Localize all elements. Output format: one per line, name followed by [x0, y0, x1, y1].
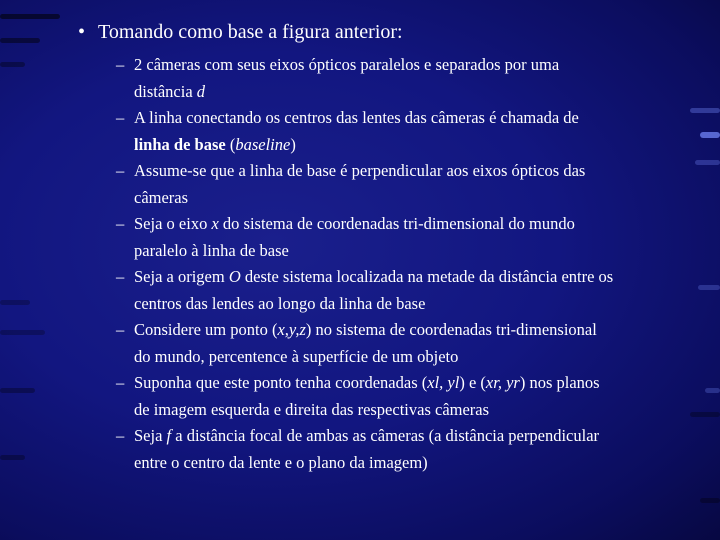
item-line: Seja f a distância focal de ambas as câmeras (a distância perpendicular: [134, 426, 600, 445]
term-italic: baseline: [235, 134, 291, 154]
variable: x,y,z: [277, 320, 306, 339]
item-line: câmeras: [134, 187, 189, 207]
dash-icon: –: [116, 373, 125, 392]
item-line: paralelo à linha de base: [134, 240, 289, 260]
item-line: entre o centro da lente e o plano da imagem): [134, 452, 428, 472]
variable: xr, yr: [485, 373, 520, 392]
bullet-icon: •: [78, 21, 86, 43]
variable: x: [211, 214, 219, 233]
dash-icon: –: [116, 214, 125, 233]
dash-icon: –: [116, 55, 125, 74]
dash-icon: –: [116, 267, 125, 286]
item-line: centros das lendes ao longo da linha de base: [134, 293, 426, 313]
term-bold: linha de base: [134, 134, 226, 154]
item-line: A linha conectando os centros das lentes das câmeras é chamada de: [134, 108, 579, 127]
dash-icon: –: [116, 320, 125, 339]
item-line: de imagem esquerda e direita das respectivas câmeras: [134, 399, 490, 419]
dash-icon: –: [116, 426, 125, 445]
main-bullet-text: Tomando como base a figura anterior:: [98, 21, 403, 43]
variable: O: [228, 267, 241, 286]
item-line: do mundo, percentence à superfície de um objeto: [134, 346, 459, 366]
item-line: distância d: [134, 81, 206, 101]
variable: f: [166, 426, 172, 445]
item-line: 2 câmeras com seus eixos ópticos paralelos e separados por uma: [134, 55, 560, 74]
item-line: Considere um ponto (x,y,z) no sistema de coordenadas tri-dimensional: [134, 320, 597, 339]
dash-icon: –: [116, 161, 125, 180]
dash-icon: –: [116, 108, 125, 127]
variable: xl, yl: [427, 373, 460, 392]
item-line: Seja o eixo x do sistema de coordenadas tri-dimensional do mundo: [134, 214, 575, 233]
variable: d: [196, 81, 206, 101]
item-line: Seja a origem O deste sistema localizada na metade da distância entre os: [134, 267, 614, 286]
item-line: linha de base (baseline): [134, 134, 296, 154]
item-line: Suponha que este ponto tenha coordenadas (xl, yl) e (xr, yr) nos planos: [134, 373, 600, 392]
item-line: Assume-se que a linha de base é perpendicular aos eixos ópticos das: [134, 161, 586, 180]
